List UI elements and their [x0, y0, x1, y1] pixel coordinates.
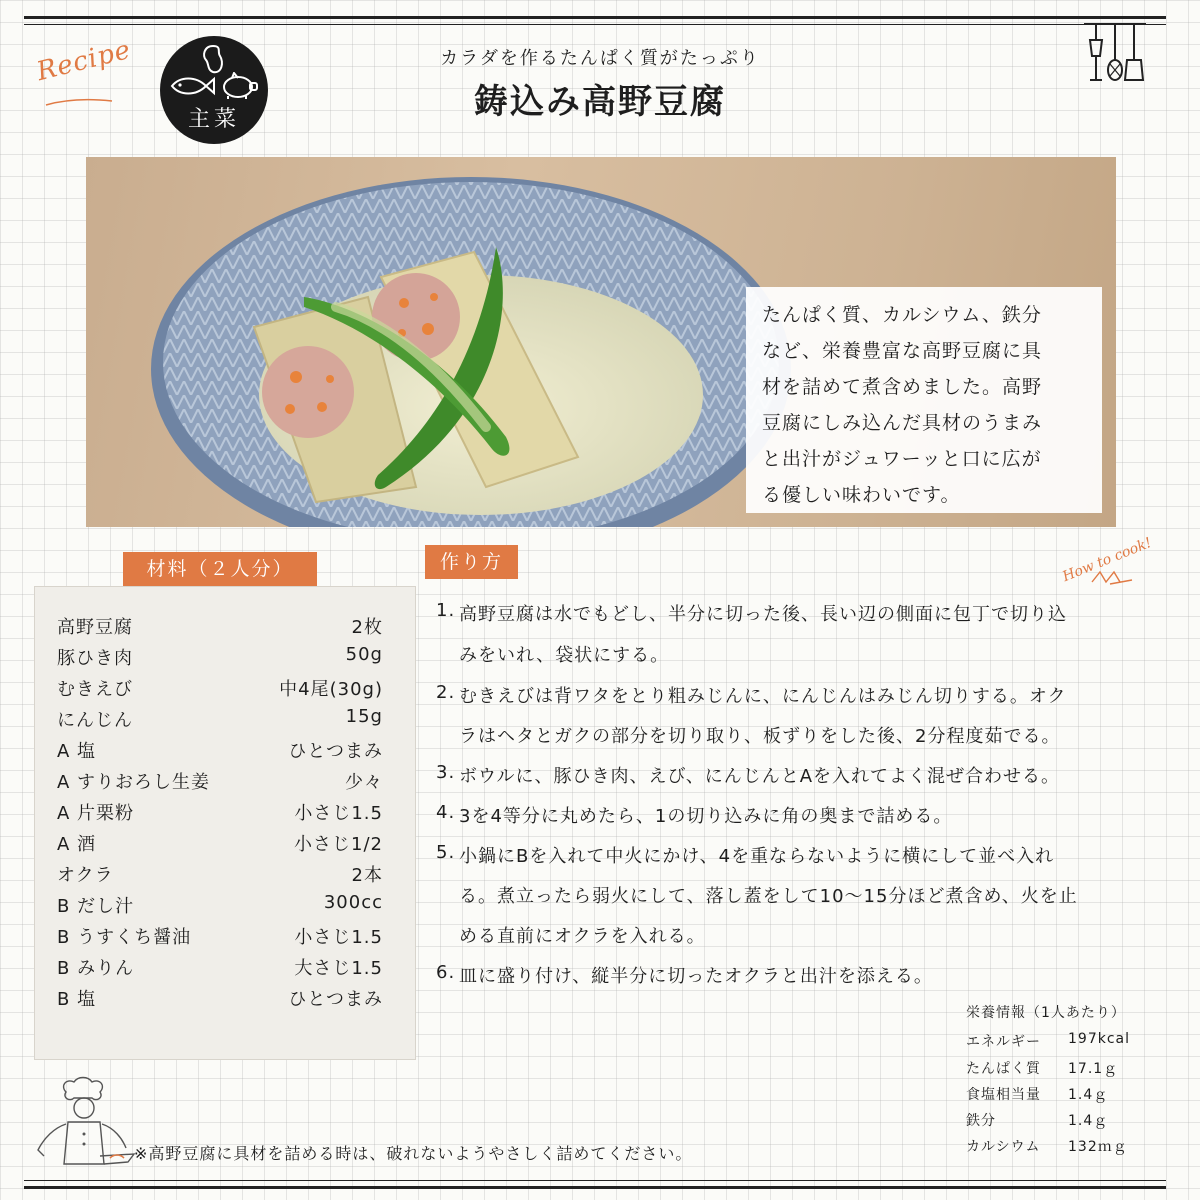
ingredient-row [57, 985, 383, 1013]
recipe-script-logo: Recipe [33, 34, 135, 88]
ingredient-name: にんじん [57, 710, 133, 731]
nutrition-label: 食塩相当量 [966, 1087, 1041, 1103]
ingredient-row [57, 644, 383, 672]
intro-line: 材を詰めて煮含めました。高野 [762, 376, 1043, 398]
ingredient-name: 高野豆腐 [57, 617, 133, 638]
step-number: 6. [436, 962, 456, 983]
nutrition-value: 132ｍｇ [1068, 1139, 1128, 1155]
nutrition-title: 栄養情報（1人あたり） [966, 1005, 1126, 1021]
step-text: 皿に盛り付け、縦半分に切ったオクラと出汁を添える。 [459, 966, 933, 987]
ingredient-row [57, 768, 383, 796]
ingredient-row [57, 861, 383, 889]
method-heading: 作り方 [425, 545, 518, 579]
ingredient-qty: 15g [345, 706, 383, 727]
ingredient-row [57, 706, 383, 734]
nutrition-label: たんぱく質 [966, 1061, 1041, 1077]
category-label: 主菜 [187, 107, 240, 132]
step-number: 4. [436, 802, 456, 823]
nutrition-label: 鉄分 [966, 1113, 996, 1129]
ingredient-qty: 小さじ1/2 [294, 834, 383, 855]
page-subtitle: カラダを作るたんぱく質がたっぷり [440, 48, 760, 69]
top-rule-thick [24, 16, 1166, 19]
ingredient-name: B だし汁 [57, 896, 135, 917]
ingredient-qty: 大さじ1.5 [294, 958, 383, 979]
ingredient-row [57, 613, 383, 641]
step-text: むきえびは背ワタをとり粗みじんに、にんじんはみじん切りする。オク [459, 686, 1067, 707]
nutrition-value: 1.4ｇ [1068, 1087, 1109, 1103]
nutrition-value: 197kcal [1068, 1031, 1130, 1047]
how-to-cook-script: How to cook! [1060, 534, 1154, 586]
ingredient-row [57, 799, 383, 827]
ingredient-qty: 小さじ1.5 [294, 927, 383, 948]
intro-line: 豆腐にしみ込んだ具材のうまみ [762, 412, 1043, 434]
ingredient-qty: ひとつまみ [288, 989, 383, 1010]
bottom-rule-thin [24, 1180, 1166, 1181]
ingredient-name: 豚ひき肉 [57, 648, 133, 669]
top-rule-thin [24, 24, 1166, 25]
step-text: ボウルに、豚ひき肉、えび、にんじんとAを入れてよく混ぜ合わせる。 [459, 766, 1061, 787]
intro-box [746, 287, 1102, 513]
bottom-rule-thick [24, 1186, 1166, 1189]
ingredient-name: A 片栗粉 [57, 803, 135, 824]
ingredient-row [57, 954, 383, 982]
step-number: 2. [436, 682, 456, 703]
ingredients-heading: 材料（２人分） [123, 552, 317, 586]
intro-line: たんぱく質、カルシウム、鉄分 [762, 304, 1042, 326]
ingredient-qty: 300cc [323, 892, 383, 913]
step-number: 3. [436, 762, 456, 783]
step-text: 高野豆腐は水でもどし、半分に切った後、長い辺の側面に包丁で切り込 [459, 604, 1067, 625]
ingredient-qty: 50g [345, 644, 383, 665]
step-number: 5. [436, 842, 456, 863]
intro-line: と出汁がジュワーッと口に広が [762, 448, 1042, 470]
ingredient-name: A 塩 [57, 741, 97, 762]
step-text: る。煮立ったら弱火にして、落し蓋をして10～15分ほど煮含め、火を止 [459, 886, 1078, 907]
step-text: ラはヘタとガクの部分を切り取り、板ずりをした後、2分程度茹でる。 [459, 726, 1061, 747]
nutrition-value: 1.4ｇ [1068, 1113, 1109, 1129]
ingredient-row [57, 675, 383, 703]
step-text: 3を4等分に丸めたら、1の切り込みに角の奥まで詰める。 [459, 806, 953, 827]
ingredient-name: B うすくち醤油 [57, 927, 192, 948]
ingredient-qty: 2本 [351, 865, 383, 886]
ingredient-row [57, 892, 383, 920]
ingredient-qty: ひとつまみ [288, 741, 383, 762]
intro-line: る優しい味わいです。 [762, 484, 961, 506]
nutrition-label: エネルギー [966, 1034, 1041, 1050]
ingredient-name: A 酒 [57, 834, 97, 855]
ingredient-qty: 2枚 [351, 617, 383, 638]
intro-line: など、栄養豊富な高野豆腐に具 [762, 340, 1043, 362]
ingredient-qty: 中4尾(30g) [279, 679, 383, 700]
squiggle-icon [1090, 568, 1134, 586]
chef-illustration-icon [30, 1076, 140, 1172]
ingredient-name: B みりん [57, 958, 135, 979]
step-text: める直前にオクラを入れる。 [459, 926, 706, 947]
ingredient-qty: 小さじ1.5 [294, 803, 383, 824]
step-text: 小鍋にBを入れて中火にかけ、4を重ならないように横にして並べ入れ [459, 846, 1055, 867]
ingredients-panel [34, 586, 416, 1060]
ingredient-name: オクラ [57, 865, 114, 886]
page-title: 鋳込み高野豆腐 [474, 82, 726, 122]
nutrition-value: 17.1ｇ [1068, 1061, 1119, 1077]
step-text: みをいれ、袋状にする。 [459, 645, 670, 666]
step-number: 1. [436, 600, 456, 621]
ingredient-row [57, 923, 383, 951]
ingredient-name: むきえび [57, 679, 133, 700]
nutrition-label: カルシウム [966, 1139, 1041, 1155]
ingredient-name: A すりおろし生姜 [57, 772, 211, 793]
footnote: ※高野豆腐に具材を詰める時は、破れないようやさしく詰めてください。 [134, 1144, 693, 1163]
ingredient-name: B 塩 [57, 989, 97, 1010]
ingredient-row [57, 830, 383, 858]
ingredient-row [57, 737, 383, 765]
kitchen-utensils-icon [1082, 20, 1148, 86]
ingredient-qty: 少々 [345, 772, 383, 793]
